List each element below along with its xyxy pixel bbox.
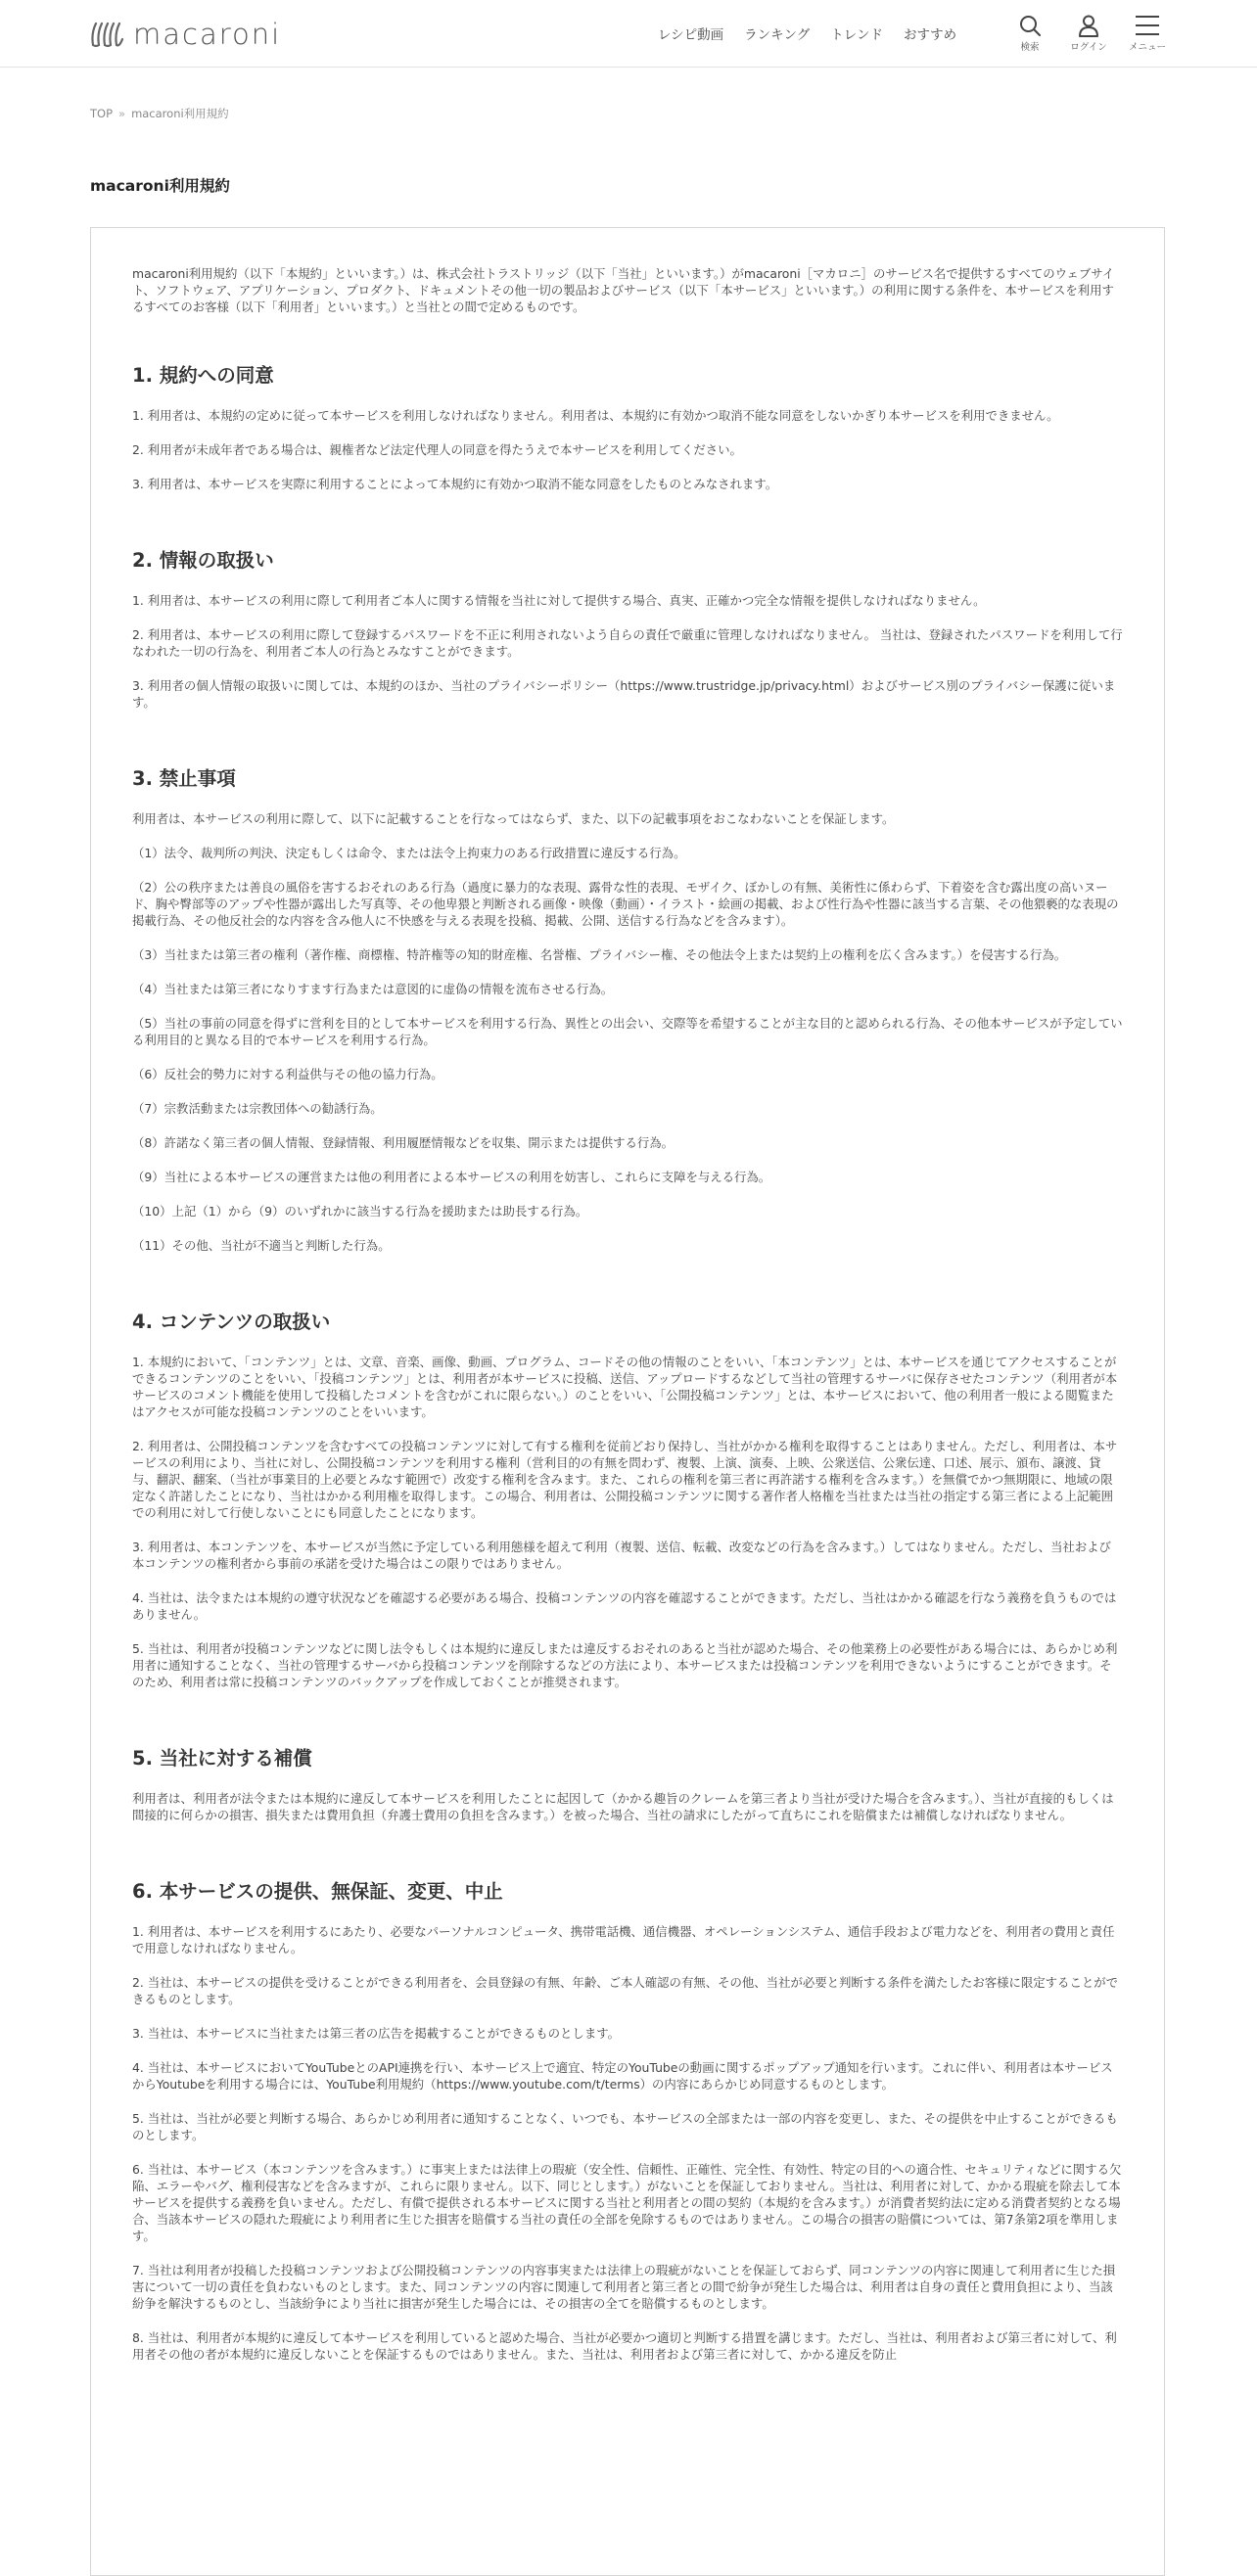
section-paragraph: 利用者は、本サービスの利用に際して、以下に記載することを行なってはならず、また、以下の記載事項をおこなわないことを保証します。 bbox=[132, 811, 895, 826]
site-header bbox=[0, 0, 1257, 68]
main-nav bbox=[658, 23, 956, 43]
section-prohibited-acts bbox=[132, 767, 1123, 1254]
breadcrumb bbox=[90, 106, 229, 121]
nav-item-recipe-video[interactable]: レシピ動画 bbox=[658, 27, 724, 43]
search-icon bbox=[1018, 14, 1042, 37]
section-agreement bbox=[132, 364, 1123, 492]
section-paragraph: 4. 当社は、本サービスにおいてYouTubeとのAPI連携を行い、本サービス上で適宜、特定のYouTubeの動画に関するポップアップ通知を行います。これに伴い、利用者は本サービスからYoutubeを利用する場合には、YouTube利用規約（https://www.youtube.com/t/terms）の内容にあらかじめ同意するものとします。 bbox=[132, 2060, 1113, 2092]
section-paragraph: 3. 利用者は、本コンテンツを、本サービスが当然に予定している利用態様を超えて利用（複製、送信、転載、改変などの行為を含みます。）してはなりません。ただし、当社および本コンテンツの権利者から事前の承諾を受けた場合はこの限りではありません。 bbox=[132, 1540, 1111, 1571]
section-paragraph: （3）当社または第三者の権利（著作権、商標権、特許権等の知的財産権、名誉権、プライバシー権、その他法令上または契約上の権利を広く含みます。）を侵害する行為。 bbox=[132, 947, 1067, 962]
section-paragraph: 3. 当社は、本サービスに当社または第三者の広告を掲載することができるものとします。 bbox=[132, 2026, 621, 2041]
section-paragraph: 2. 利用者は、本サービスの利用に際して登録するパスワードを不正に利用されないよう自らの責任で厳重に管理しなければなりません。 当社は、登録されたパスワードを利用して行なわれた一切の行為を、利用者ご本人の行為とみなすことができます。 bbox=[132, 627, 1123, 659]
section-information-handling bbox=[132, 549, 1123, 711]
page-title: macaroni利用規約 bbox=[90, 177, 230, 195]
header-actions bbox=[1010, 14, 1167, 53]
nav-item-trend[interactable]: トレンド bbox=[830, 27, 883, 43]
menu-label: メニュー bbox=[1128, 42, 1166, 53]
section-paragraph: （6）反社会的勢力に対する利益供与その他の協力行為。 bbox=[132, 1067, 443, 1081]
section-paragraph: 6. 当社は、本サービス（本コンテンツを含みます。）に事実上または法律上の瑕疵（安全性、信頼性、正確性、完全性、有効性、特定の目的への適合性、セキュリティなどに関する欠陥、エラーやバグ、権利侵害などを含みますが、これらに限りません。以下、同じとします。）がないことを保証しておりません。当社は、利用者に対して、かかる瑕疵を除去して本サービスを提供する義務を負いません。ただし、有償で提供される本サービスに関する当社と利用者との間の契約（本規約を含みます。）が消費者契約法に定める消費者契約となる場合、当該本サービスの隠れた瑕疵により利用者に生じた損害を賠償する当社の責任の全部を免除するものではありません。この場合の損害の賠償については、第7条第2項を準用します。 bbox=[132, 2162, 1122, 2243]
section-paragraph: 8. 当社は、利用者が本規約に違反して本サービスを利用していると認めた場合、当社が必要かつ適切と判断する措置を講じます。ただし、当社は、利用者および第三者に対して、利用者その他の者が本規約に違反しないことを保証するものではありません。また、当社は、利用者および第三者に対して、かかる違反を防止 bbox=[132, 2330, 1117, 2362]
section-paragraph: 5. 当社は、当社が必要と判断する場合、あらかじめ利用者に通知することなく、いつでも、本サービスの全部または一部の内容を変更し、また、その提供を中止することができるものとします。 bbox=[132, 2111, 1118, 2142]
section-title: 2. 情報の取扱い bbox=[132, 549, 274, 572]
terms-intro: macaroni利用規約（以下「本規約」といいます。）は、株式会社トラストリッジ（以下「当社」といいます。）がmacaroni［マカロニ］のサービス名で提供するすべてのウェブサイト、ソフトウェア、アプリケーション、プロダクト、ドキュメントその他一切の製品およびサービス（以下「本サービス」といいます。）の利用に関する条件を、本サービスを利用するすべてのお客様（以下「利用者」といいます。）と当社との間で定めるものです。 bbox=[132, 266, 1115, 314]
section-paragraph: （7）宗教活動または宗教団体への勧誘行為。 bbox=[132, 1101, 383, 1116]
section-title: 3. 禁止事項 bbox=[132, 767, 236, 790]
section-paragraph: 1. 本規約において、「コンテンツ」とは、文章、音楽、画像、動画、プログラム、コードその他の情報のことをいい、「本コンテンツ」とは、本サービスを通じてアクセスすることができるコンテンツのことをいい、「投稿コンテンツ」とは、利用者が本サービスに投稿、送信、アップロードするなどして当社の管理するサーバに保存させたコンテンツ（利用者が本サービスのコメント機能を使用して投稿したコメントを含むがこれに限らない。）のことをいい、「公開投稿コンテンツ」とは、本サービスにおいて、他の利用者一般による閲覧またはアクセスが可能な投稿コンテンツのことをいいます。 bbox=[132, 1355, 1118, 1419]
section-paragraph: （10）上記（1）から（9）のいずれかに該当する行為を援助または助長する行為。 bbox=[132, 1204, 588, 1219]
breadcrumb-separator: » bbox=[118, 107, 126, 120]
section-paragraph: 3. 利用者の個人情報の取扱いに関しては、本規約のほか、当社のプライバシーポリシー（https://www.trustridge.jp/privacy.html）およびサービス別のプライバシー保護に従います。 bbox=[132, 678, 1116, 710]
breadcrumb-current: macaroni利用規約 bbox=[131, 107, 229, 120]
section-paragraph: （4）当社または第三者になりすます行為または意図的に虚偽の情報を流布させる行為。 bbox=[132, 982, 614, 996]
section-paragraph: （11）その他、当社が不適当と判断した行為。 bbox=[132, 1238, 391, 1253]
section-paragraph: 1. 利用者は、本サービスの利用に際して利用者ご本人に関する情報を当社に対して提供する場合、真実、正確かつ完全な情報を提供しなければなりません。 bbox=[132, 593, 986, 608]
macaroni-logo[interactable] bbox=[90, 18, 281, 51]
logo-text: macaroni bbox=[133, 18, 282, 51]
macaroni-logo-mark-icon bbox=[90, 20, 125, 49]
nav-item-recommended[interactable]: おすすめ bbox=[903, 27, 957, 43]
breadcrumb-home[interactable]: TOP bbox=[90, 107, 114, 120]
section-paragraph: 1. 利用者は、本規約の定めに従って本サービスを利用しなければなりません。利用者は、本規約に有効かつ取消不能な同意をしないかぎり本サービスを利用できません。 bbox=[132, 408, 1059, 423]
section-paragraph: 7. 当社は利用者が投稿した投稿コンテンツおよび公開投稿コンテンツの内容事実または法律上の瑕疵がないことを保証しておらず、同コンテンツの内容に関連して利用者に生じた損害について一切の責任を負わないものとします。また、同コンテンツの内容に関連して利用者と第三者との間で紛争が発生した場合は、利用者は自身の責任と費用負担により、当該紛争を解決するものとし、当該紛争により当社に損害が発生した場合には、その損害の全てを賠償するものとします。 bbox=[132, 2263, 1116, 2311]
section-paragraph: （2）公の秩序または善良の風俗を害するおそれのある行為（過度に暴力的な表現、露骨な性的表現、モザイク、ぼかしの有無、美術性に係わらず、下着姿を含む露出度の高いヌード、胸や臀部等のアップや性器が露出した写真等、その他卑猥と判断される画像・映像（動画）・イラスト・絵画の掲載、および性行為や性器に該当する言葉、その他猥褻的な表現の掲載行為、その他反社会的な内容を含み他人に不快感を与える表現を投稿、掲載、公開、送信する行為などを含みます）。 bbox=[132, 880, 1119, 928]
section-paragraph: 3. 利用者は、本サービスを実際に利用することによって本規約に有効かつ取消不能な同意をしたものとみなされます。 bbox=[132, 477, 778, 491]
section-title: 4. コンテンツの取扱い bbox=[132, 1311, 331, 1333]
terms-container bbox=[90, 227, 1165, 2576]
section-paragraph: 5. 当社は、利用者が投稿コンテンツなどに関し法令もしくは本規約に違反しまたは違反するおそれのあると当社が認めた場合、その他業務上の必要性がある場合には、あらかじめ利用者に通知することなく、当社の管理するサーバから投稿コンテンツを削除するなどの方法により、本サービスまたは投稿コンテンツを利用できないようにすることができます。そのため、利用者は常に投稿コンテンツのバックアップを作成しておくことが推奨されます。 bbox=[132, 1641, 1118, 1689]
nav-item-ranking[interactable]: ランキング bbox=[744, 27, 811, 43]
section-paragraph: （9）当社による本サービスの運営または他の利用者による本サービスの利用を妨害し、これらに支障を与える行為。 bbox=[132, 1170, 771, 1184]
section-paragraph: （5）当社の事前の同意を得ずに営利を目的として本サービスを利用する行為、異性との出会い、交際等を希望することが主な目的と認められる行為、その他本サービスが予定している利用目的と異なる目的で本サービスを利用する行為。 bbox=[132, 1016, 1123, 1047]
menu-button[interactable] bbox=[1128, 14, 1167, 53]
section-paragraph: （1）法令、裁判所の判決、決定もしくは命令、または法令上拘束力のある行政措置に違反する行為。 bbox=[132, 846, 686, 860]
hamburger-menu-icon bbox=[1135, 14, 1160, 37]
section-paragraph: 1. 利用者は、本サービスを利用するにあたり、必要なパーソナルコンピュータ、携帯電話機、通信機器、オペレーションシステム、通信手段および電力などを、利用者の費用と責任で用意しなければなりません。 bbox=[132, 1924, 1115, 1955]
login-button[interactable] bbox=[1069, 14, 1108, 53]
section-paragraph: 2. 利用者は、公開投稿コンテンツを含むすべての投稿コンテンツに対して有する権利を従前どおり保持し、当社がかかる権利を取得することはありません。ただし、利用者は、本サービスの利用により、当社に対し、公開投稿コンテンツを利用する権利（営利目的の有無を問わず、複製、上演、演奏、上映、公衆送信、公衆伝達、口述、展示、頒布、譲渡、貸与、翻訳、翻案、（当社が事業目的上必要とみなす範囲で）改変する権利を含みます。また、これらの権利を第三者に再許諾する権利を含みます。）を無償でかつ無期限に、地域の限定なく許諾したことになり、当社はかかる利用権を取得します。この場合、利用者は、公開投稿コンテンツに関する著作者人格権を当社または当社の指定する第三者による上記範囲での利用に対して行使しないことにも同意したことになります。 bbox=[132, 1439, 1118, 1520]
section-title: 6. 本サービスの提供、無保証、変更、中止 bbox=[132, 1880, 503, 1903]
section-paragraph: （8）許諾なく第三者の個人情報、登録情報、利用履歴情報などを収集、開示または提供する行為。 bbox=[132, 1135, 675, 1150]
terms-body bbox=[132, 265, 1123, 2419]
user-icon bbox=[1077, 14, 1100, 37]
section-title: 1. 規約への同意 bbox=[132, 364, 274, 387]
section-content-handling bbox=[132, 1311, 1123, 1690]
section-paragraph: 4. 当社は、法令または本規約の遵守状況などを確認する必要がある場合、投稿コンテンツの内容を確認することができます。ただし、当社はかかる確認を行なう義務を負うものではありません。 bbox=[132, 1590, 1117, 1622]
section-title: 5. 当社に対する補償 bbox=[132, 1747, 312, 1770]
search-label: 検索 bbox=[1020, 42, 1040, 53]
search-button[interactable] bbox=[1010, 14, 1049, 53]
login-label: ログイン bbox=[1070, 42, 1107, 53]
section-paragraph: 2. 利用者が未成年者である場合は、親権者など法定代理人の同意を得たうえで本サービスを利用してください。 bbox=[132, 442, 742, 457]
section-service-provision bbox=[132, 1880, 1123, 2363]
section-paragraph: 2. 当社は、本サービスの提供を受けることができる利用者を、会員登録の有無、年齢、ご本人確認の有無、その他、当社が必要と判断する条件を満たしたお客様に限定することができるものとします。 bbox=[132, 1975, 1119, 2006]
section-paragraph: 利用者は、利用者が法令または本規約に違反して本サービスを利用したことに起因して（かかる趣旨のクレームを第三者より当社が受けた場合を含みます。）、当社が直接的もしくは間接的に何らかの損害、損失または費用負担（弁護士費用の負担を含みます。）を被った場合、当社の請求にしたがって直ちにこれを賠償または補償しなければなりません。 bbox=[132, 1791, 1114, 1822]
section-indemnification bbox=[132, 1747, 1123, 1823]
